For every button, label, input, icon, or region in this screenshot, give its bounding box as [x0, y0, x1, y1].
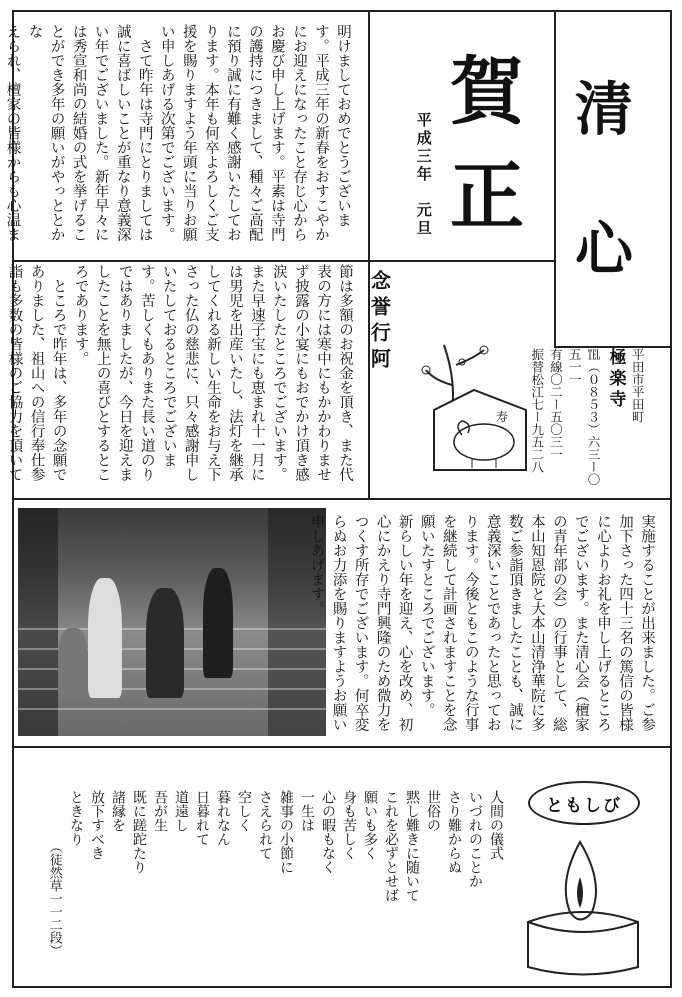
tel-number: （０８５３）六三ー〇五一一 [567, 348, 601, 486]
tomoshibi-quote: 人間の儀式 いづれのことか さり難からぬ 世俗の 黙し難きに随いて これを必ずとせば 願いも多く 身も苦しく 心の暇もなく 一生は 雑事の小節に さえられて 空しく 暮れなん 日暮れて 道遠し 吾が生 既に蹉跎たり 諸縁を 放下すべき ときなり [68, 790, 504, 902]
candle-illustration [518, 832, 648, 982]
photo-person [203, 568, 233, 678]
divider-masthead [554, 10, 556, 346]
temple-info [529, 348, 665, 486]
divider-horizontal-lower [12, 746, 672, 748]
frame-bottom [12, 986, 672, 988]
photo-person [146, 588, 184, 698]
transfer-label: 振替 [529, 348, 545, 373]
masthead-title-char-2: 心 [575, 215, 634, 283]
candle-icon [518, 832, 648, 982]
temple-name: 極楽寺 [605, 348, 626, 411]
pilgrimage-photo [18, 508, 326, 736]
new-year-message: 明けましておめでとうございま す。平成三年の新春をおすこやか にお迎えになったこと存じ心から お慶び申し上げます。平素は寺門 の護持につきまして、種々ご高配 に預り誠に有難く感謝いたしてお ります。本年も何卒よろしくご支 援を賜りますよう年頭に当りお願 い申しあげる次第でございます。 さて昨年は寺門にとりましては 誠に喜ばしいことが重なり意義深 い年でございました。新年早々に は秀宣和尚の結婚の式を挙げるこ とができ多年の願いがやっととかな えられ、檀家の皆様からも心温ま [4, 24, 351, 242]
frame-top [12, 10, 672, 12]
ema-caption: 寿 [496, 410, 509, 424]
cable-label: 有線 [548, 348, 564, 373]
temple-tel [567, 348, 601, 486]
date-line: 平成三年 元旦 [414, 112, 433, 238]
transfer-number: 松江七ー九五二八 [529, 373, 545, 473]
ema-illustration [414, 340, 534, 480]
masthead-title-char-1: 清 [575, 75, 634, 143]
divider-vertical [368, 10, 370, 498]
tel-label: ℡ [586, 348, 601, 361]
photo-person [88, 578, 122, 698]
pilgrimage-report: 実施することが出来ました。ご参 加下さった四十三名の篤信の皆様 に心よりお礼を申し上げるところ でございます。また清心会（檀家 の青年部の会）の行事として、総 本山知恩院と大本山清浄華院に多 数ご参詣頂きましたことも、誠に 意義深いことであったと思ってお ります。今後ともこのような行事 を継続して計画されますことを念 願いたすところでございます。 新らしい年を迎え、心を改め、初 心にかえり寺門興隆のため微力を つくす所存でございます。何卒変 らぬお力添を賜りますようお願い 申しあげます。 [308, 514, 655, 732]
divider-body [12, 260, 368, 262]
greeting-char-1: 賀 [450, 49, 524, 135]
photo-tree-left [18, 508, 58, 736]
tomoshibi-source: （徒然草一一二段） [46, 840, 62, 957]
tomoshibi-label: ともしび [528, 781, 640, 825]
temple-transfer [530, 348, 545, 473]
temple-cable [549, 348, 564, 461]
divider-greeting [368, 260, 554, 262]
cable-number: 〇二ー五〇三一 [548, 373, 564, 461]
temple-address: 平田市平田町 [630, 348, 646, 423]
plum-ram-ema-icon [414, 340, 534, 480]
greeting-char-2: 正 [450, 154, 524, 240]
photo-person [58, 628, 88, 698]
thanks-text: 節は多額のお祝金を頂き、また代 表の方には寒中にもかかわりませ ず披露の小宴にもおでかけ頂き感 涙いたしたところでございます。 また早速子宝にも恵まれ十一月に は男児を出産いたし、法灯を継承 してくれる新しい生命をお与え下 さった仏の慈悲に、只々感謝申し いたしておるところでございま す。苦しくもありまた長い道のり ではありましたが、今日を迎えま したことを無上の喜びとするとこ ろであります。 ところで昨年は、多年の念願で ありました、祖山への信行奉仕参 詣も多数の皆様のご協力を頂いて [6, 264, 353, 482]
photo-step [18, 708, 326, 710]
thanks-heading: 念誉行阿 [367, 270, 392, 374]
divider-horizontal-middle [12, 498, 672, 500]
